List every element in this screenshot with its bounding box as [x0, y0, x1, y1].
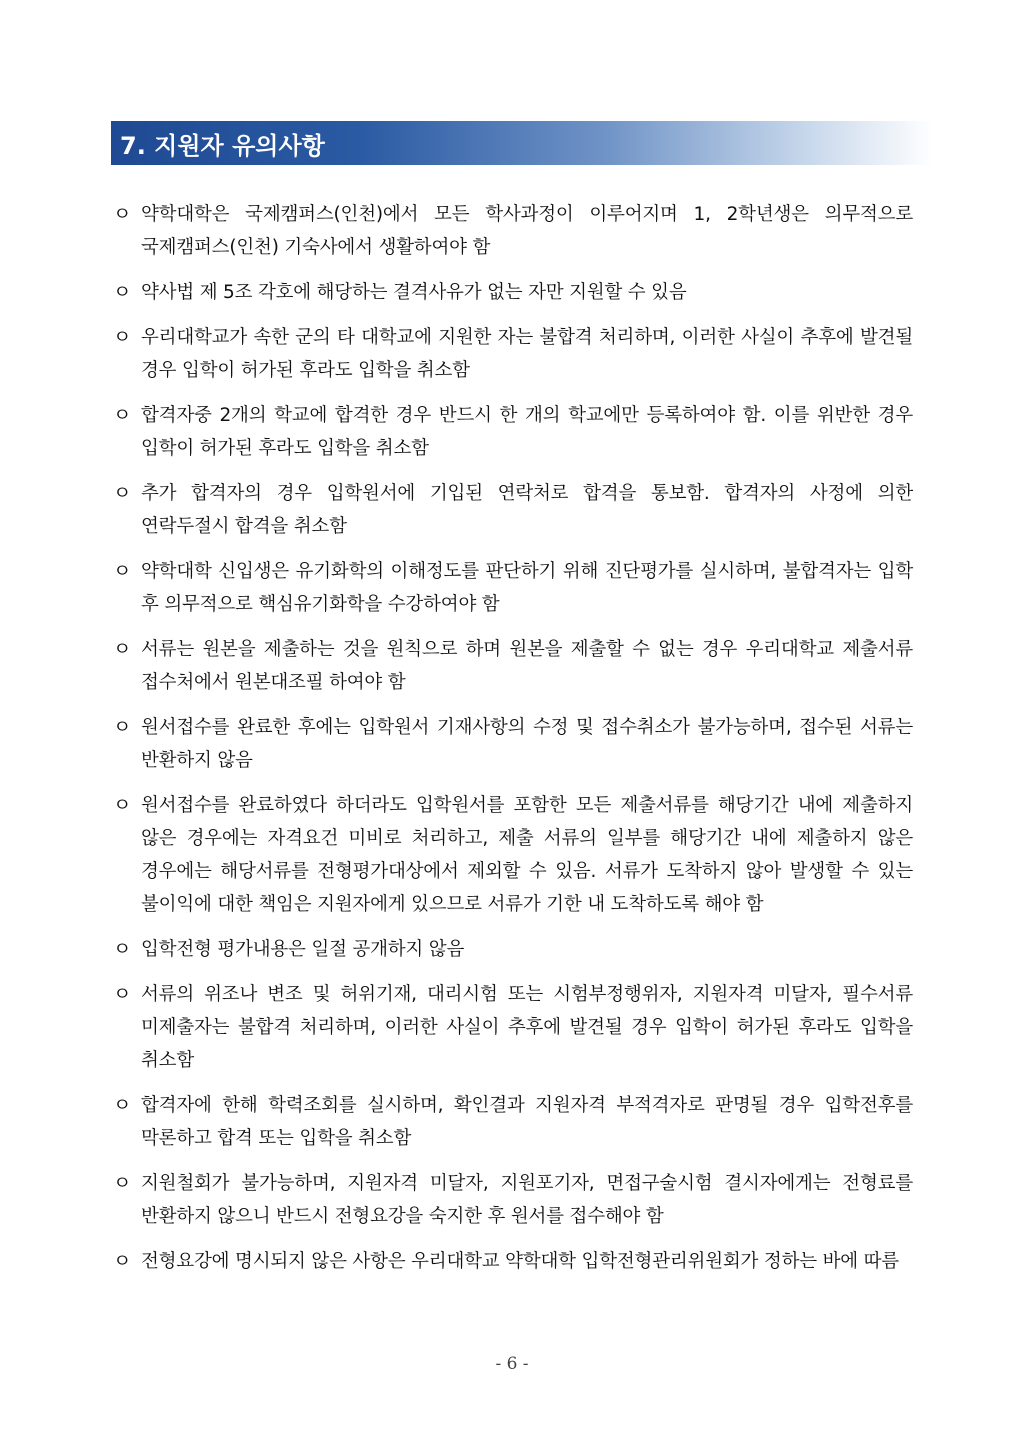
notice-text: 우리대학교가 속한 군의 타 대학교에 지원한 자는 불합격 처리하며, 이러한 사실이 추후에 발견될 경우 입학이 허가된 후라도 입학을 취소함: [141, 327, 913, 381]
notice-list: [113, 198, 913, 1290]
notice-text: 서류의 위조나 변조 및 허위기재, 대리시험 또는 시험부정행위자, 지원자격 미달자, 필수서류 미제출자는 불합격 처리하며, 이러한 사실이 추후에 발견될 경우 입학이 허가된 후라도 입학을 취소함: [141, 984, 913, 1071]
notice-text: 원서접수를 완료하였다 하더라도 입학원서를 포함한 모든 제출서류를 해당기간 내에 제출하지 않은 경우에는 자격요건 미비로 처리하고, 제출 서류의 일부를 해당기간 내에 제출하지 않은 경우에는 해당서류를 전형평가대상에서 제외할 수 있음. 서류가 도착하지 않아 발생할 수 있는 불이익에 대한 책임은 지원자에게 있으므로 서류가 기한 내 도착하도록 해야 함: [141, 795, 913, 915]
bullet-icon: ㅇ: [113, 281, 132, 303]
section-title: 7. 지원자 유의사항: [120, 131, 325, 160]
notice-text: 합격자중 2개의 학교에 합격한 경우 반드시 한 개의 학교에만 등록하여야 함. 이를 위반한 경우 입학이 허가된 후라도 입학을 취소함: [141, 405, 913, 459]
notice-text: 서류는 원본을 제출하는 것을 원칙으로 하며 원본을 제출할 수 없는 경우 우리대학교 제출서류 접수처에서 원본대조필 하여야 함: [141, 639, 913, 693]
bullet-icon: ㅇ: [113, 203, 132, 225]
bullet-icon: ㅇ: [113, 404, 132, 426]
list-item: [113, 276, 913, 309]
section-header: [111, 121, 933, 165]
bullet-icon: ㅇ: [113, 983, 132, 1005]
bullet-icon: ㅇ: [113, 938, 132, 960]
list-item: [113, 399, 913, 465]
bullet-icon: ㅇ: [113, 326, 132, 348]
bullet-icon: ㅇ: [113, 716, 132, 738]
notice-text: 약학대학 신입생은 유기화학의 이해정도를 판단하기 위해 진단평가를 실시하며, 불합격자는 입학 후 의무적으로 핵심유기화학을 수강하여야 함: [141, 561, 913, 615]
notice-text: 약사법 제 5조 각호에 해당하는 결격사유가 없는 자만 지원할 수 있음: [141, 282, 687, 303]
list-item: [113, 1167, 913, 1233]
list-item: [113, 477, 913, 543]
bullet-icon: ㅇ: [113, 1094, 132, 1116]
list-item: [113, 789, 913, 921]
notice-text: 추가 합격자의 경우 입학원서에 기입된 연락처로 합격을 통보함. 합격자의 사정에 의한 연락두절시 합격을 취소함: [141, 483, 913, 537]
list-item: [113, 321, 913, 387]
notice-text: 원서접수를 완료한 후에는 입학원서 기재사항의 수정 및 접수취소가 불가능하며, 접수된 서류는 반환하지 않음: [141, 717, 913, 771]
notice-text: 입학전형 평가내용은 일절 공개하지 않음: [141, 939, 465, 960]
list-item: [113, 1089, 913, 1155]
bullet-icon: ㅇ: [113, 482, 132, 504]
list-item: [113, 198, 913, 264]
list-item: [113, 978, 913, 1077]
notice-text: 지원철회가 불가능하며, 지원자격 미달자, 지원포기자, 면접구술시험 결시자에게는 전형료를 반환하지 않으니 반드시 전형요강을 숙지한 후 원서를 접수해야 함: [141, 1173, 913, 1227]
list-item: [113, 1245, 913, 1278]
bullet-icon: ㅇ: [113, 794, 132, 816]
bullet-icon: ㅇ: [113, 560, 132, 582]
bullet-icon: ㅇ: [113, 638, 132, 660]
bullet-icon: ㅇ: [113, 1172, 132, 1194]
page-number: - 6 -: [495, 1354, 529, 1374]
notice-text: 전형요강에 명시되지 않은 사항은 우리대학교 약학대학 입학전형관리위원회가 정하는 바에 따름: [141, 1251, 899, 1272]
bullet-icon: ㅇ: [113, 1250, 132, 1272]
list-item: [113, 711, 913, 777]
notice-text: 합격자에 한해 학력조회를 실시하며, 확인결과 지원자격 부적격자로 판명될 경우 입학전후를 막론하고 합격 또는 입학을 취소함: [141, 1095, 913, 1149]
list-item: [113, 633, 913, 699]
notice-text: 약학대학은 국제캠퍼스(인천)에서 모든 학사과정이 이루어지며 1, 2학년생은 의무적으로 국제캠퍼스(인천) 기숙사에서 생활하여야 함: [141, 204, 913, 258]
list-item: [113, 933, 913, 966]
list-item: [113, 555, 913, 621]
